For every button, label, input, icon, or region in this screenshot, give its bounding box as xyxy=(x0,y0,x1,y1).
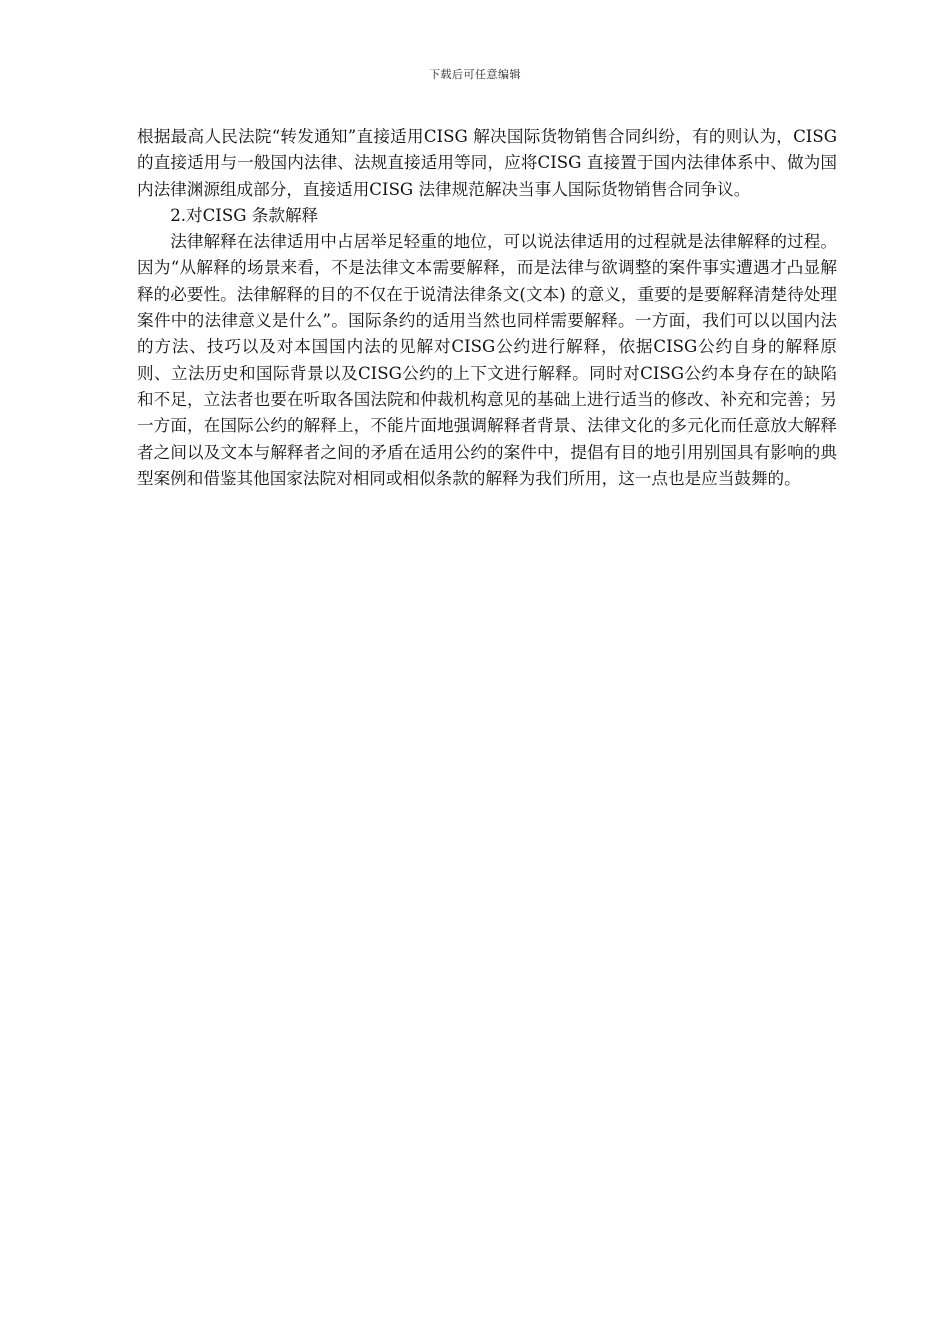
paragraph: 法律解释在法律适用中占居举足轻重的地位，可以说法律适用的过程就是法律解释的过程。因为“从解释的场景来看，不是法律文本需要解释，而是法律与欲调整的案件事实遭遇才凸显解释的必要性。法律解释的目的不仅在于说清法律条文(文本) 的意义，重要的是要解释清楚待处理案件中的法律意义是什么”。国际条约的适用当然也同样需要解释。一方面，我们可以以国内法的方法、技巧以及对本国国内法的见解对CISG公约进行解释，依据CISG公约自身的解释原则、立法历史和国际背景以及CISG公约的上下文进行解释。同时对CISG公约本身存在的缺陷和不足，立法者也要在听取各国法院和仲裁机构意见的基础上进行适当的修改、补充和完善；另一方面，在国际公约的解释上，不能片面地强调解释者背景、法律文化的多元化而任意放大解释者之间以及文本与解释者之间的矛盾在适用公约的案件中，提倡有目的地引用别国具有影响的典型案例和借鉴其他国家法院对相同或相似条款的解释为我们所用，这一点也是应当鼓舞的。 xyxy=(137,232,837,488)
paragraph-continued: 根据最高人民法院“转发通知”直接适用CISG 解决国际货物销售合同纠纷，有的则认为，CISG 的直接适用与一般国内法律、法规直接适用等同，应将CISG 直接置于国内法律体系中、做为国内法律渊源组成部分，直接适用CISG 法律规范解决当事人国际货物销售合同争议。 xyxy=(137,127,837,199)
document-body xyxy=(137,124,837,492)
page-header: 下载后可任意编辑 xyxy=(429,68,521,81)
section-heading: 2.对CISG 条款解释 xyxy=(170,205,319,225)
